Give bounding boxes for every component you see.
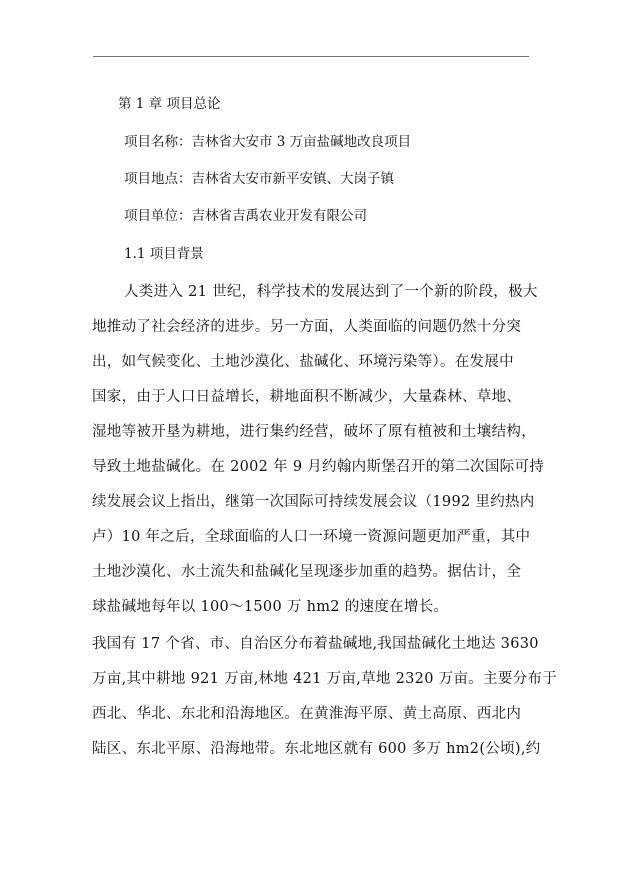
project-unit: 项目单位：吉林省吉禹农业开发有限公司 — [124, 208, 367, 224]
paragraph-line: 陆区、东北平原、沿海地带。东北地区就有 600 多万 hm2(公顷),约 — [92, 741, 541, 757]
paragraph-line: 我国有 17 个省、市、自治区分布着盐碱地,我国盐碱化土地达 3630 — [92, 636, 539, 652]
paragraph-line: 土地沙漠化、水土流失和盐碱化呈现逐步加重的趋势。据估计，全 — [92, 564, 522, 580]
chapter-heading: 第 1 章 项目总论 — [118, 96, 221, 112]
paragraph-line: 人类进入 21 世纪，科学技术的发展达到了一个新的阶段，极大 — [124, 284, 538, 300]
header-rule — [93, 56, 529, 57]
paragraph-line: 出，如气候变化、土地沙漠化、盐碱化、环境污染等）。在发展中 — [92, 354, 514, 370]
paragraph-line: 续发展会议上指出，继第一次国际可持续发展会议（1992 里约热内 — [92, 494, 535, 510]
paragraph-line: 西北、华北、东北和沿海地区。在黄淮海平原、黄土高原、西北内 — [92, 706, 522, 722]
paragraph-line: 导致土地盐碱化。在 2002 年 9 月约翰内斯堡召开的第二次国际可持 — [92, 459, 545, 475]
paragraph-line: 卢）10 年之后，全球面临的人口一环境一资源问题更加严重，其中 — [92, 529, 531, 545]
paragraph-line: 球盐碱地每年以 100～1500 万 hm2 的速度在增长。 — [92, 599, 449, 615]
paragraph-line: 万亩,其中耕地 921 万亩,林地 421 万亩,草地 2320 万亩。主要分布于 — [92, 671, 558, 687]
section-heading: 1.1 项目背景 — [124, 246, 204, 262]
project-name: 项目名称：吉林省大安市 3 万亩盐碱地改良项目 — [124, 134, 412, 150]
paragraph-line: 湿地等被开垦为耕地，进行集约经营，破坏了原有植被和土壤结构， — [92, 424, 536, 440]
project-location: 项目地点：吉林省大安市新平安镇、大岗子镇 — [124, 171, 394, 187]
paragraph-line: 地推动了社会经济的进步。另一方面，人类面临的问题仍然十分突 — [92, 319, 522, 335]
paragraph-line: 国家，由于人口日益增长，耕地面积不断减少，大量森林、草地、 — [92, 389, 522, 405]
